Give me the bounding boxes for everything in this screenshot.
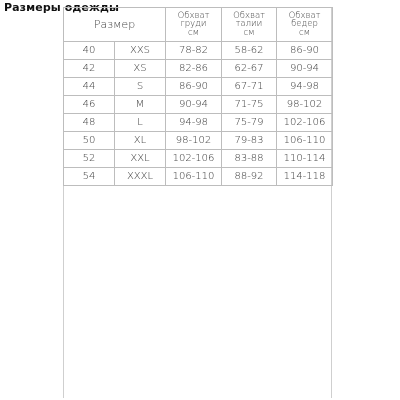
size-number: 44 bbox=[64, 78, 115, 96]
waist-value: 88-92 bbox=[222, 168, 277, 186]
table-row bbox=[64, 168, 333, 186]
waist-value: 62-67 bbox=[222, 60, 277, 78]
size-letter: XXS bbox=[115, 42, 166, 60]
chest-value: 106-110 bbox=[166, 168, 222, 186]
size-letter: XL bbox=[115, 132, 166, 150]
table-row bbox=[64, 78, 333, 96]
size-number: 42 bbox=[64, 60, 115, 78]
page-title: Размеры одежды bbox=[4, 1, 120, 14]
size-number: 48 bbox=[64, 114, 115, 132]
table-row bbox=[64, 132, 333, 150]
size-letter: XXXL bbox=[115, 168, 166, 186]
hips-value: 86-90 bbox=[277, 42, 333, 60]
header-waist-line3: см bbox=[243, 27, 255, 38]
size-letter: XS bbox=[115, 60, 166, 78]
hips-value: 114-118 bbox=[277, 168, 333, 186]
size-number: 52 bbox=[64, 150, 115, 168]
header-waist bbox=[222, 8, 277, 42]
hips-value: 98-102 bbox=[277, 96, 333, 114]
waist-value: 67-71 bbox=[222, 78, 277, 96]
header-waist-line2: талии bbox=[235, 19, 263, 29]
header-hips-line3: см bbox=[298, 27, 311, 38]
hips-value: 110-114 bbox=[277, 150, 333, 168]
chest-value: 94-98 bbox=[166, 114, 222, 132]
chest-value: 82-86 bbox=[166, 60, 222, 78]
size-number: 54 bbox=[64, 168, 115, 186]
size-table bbox=[63, 7, 333, 186]
header-chest-line3: см bbox=[187, 27, 200, 38]
table-header-row bbox=[64, 8, 333, 42]
size-letter: XXL bbox=[115, 150, 166, 168]
hips-value: 90-94 bbox=[277, 60, 333, 78]
table-row bbox=[64, 150, 333, 168]
hips-value: 94-98 bbox=[277, 78, 333, 96]
header-chest-line1: Обхват bbox=[177, 10, 210, 21]
chest-value: 78-82 bbox=[166, 42, 222, 60]
header-waist-line1: Обхват bbox=[233, 10, 265, 21]
chest-value: 86-90 bbox=[166, 78, 222, 96]
hips-value: 102-106 bbox=[277, 114, 333, 132]
waist-value: 71-75 bbox=[222, 96, 277, 114]
size-letter: L bbox=[115, 114, 166, 132]
hips-value: 106-110 bbox=[277, 132, 333, 150]
header-size bbox=[64, 8, 166, 42]
table-row bbox=[64, 96, 333, 114]
header-chest-line2: груди bbox=[180, 19, 207, 29]
size-number: 50 bbox=[64, 132, 115, 150]
size-letter: M bbox=[115, 96, 166, 114]
table-row bbox=[64, 42, 333, 60]
chest-value: 98-102 bbox=[166, 132, 222, 150]
chest-value: 90-94 bbox=[166, 96, 222, 114]
size-number: 46 bbox=[64, 96, 115, 114]
table-row bbox=[64, 60, 333, 78]
waist-value: 58-62 bbox=[222, 42, 277, 60]
chest-value: 102-106 bbox=[166, 150, 222, 168]
header-hips bbox=[277, 8, 333, 42]
size-letter: S bbox=[115, 78, 166, 96]
waist-value: 83-88 bbox=[222, 150, 277, 168]
size-number: 40 bbox=[64, 42, 115, 60]
table-row bbox=[64, 114, 333, 132]
header-chest bbox=[166, 8, 222, 42]
header-hips-line2: бедер bbox=[291, 19, 318, 29]
header-hips-line1: Обхват bbox=[288, 10, 321, 21]
waist-value: 79-83 bbox=[222, 132, 277, 150]
header-size-label: Размер bbox=[93, 18, 136, 31]
waist-value: 75-79 bbox=[222, 114, 277, 132]
